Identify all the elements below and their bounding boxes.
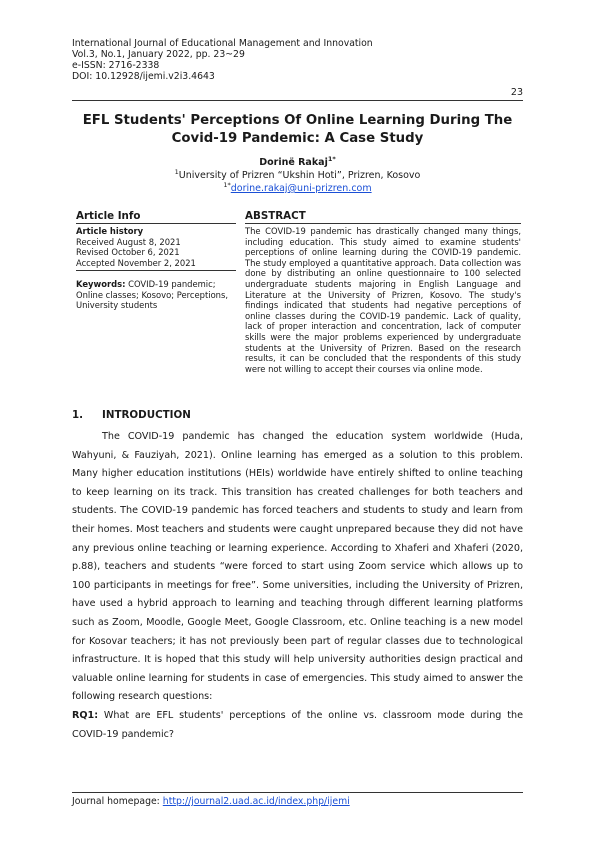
received-date: Received August 8, 2021 bbox=[76, 236, 181, 247]
email-line bbox=[72, 181, 523, 194]
rq-label: RQ1: bbox=[72, 709, 99, 721]
footer-rule bbox=[72, 792, 523, 793]
keywords-text: COVID-19 pandemic; Online classes; Kosovo; Perceptions, University students bbox=[76, 279, 229, 310]
journal-name: International Journal of Educational Management and Innovation bbox=[72, 38, 373, 49]
intro-paragraph: The COVID-19 pandemic has changed the education system worldwide (Huda, Wahyuni, & Fauziyah, 2021). Online learning has emerged as a solution to this problem. Many higher education institutions (HEIs) worldwide have entirely shifted to online teaching to keep learning on its track. This transition has created challenges for both teachers and students. The COVID-19 pandemic has forced teachers and students to study and learn from their homes. Most teachers and students were caught unprepared because they did not have any previous online teaching or learning experience. According to Xhaferi and Xhaferi (2020, p.88), teachers and students “were forced to start using Zoom service which allows up to 100 participants in meetings for free”. Some universities, including the University of Prizren, have used a hybrid approach to learning and teaching through different learning platforms such as Zoom, Moodle, Google Meet, Google Classroom, etc. Online teaching is a new model for Kosovar teachers; it has not previously been part of regular classes due to technological infrastructure. It is hoped that this study will help university authorities design practical and valuable online learning for students in case of emergencies. This study aimed to answer the following research questions: bbox=[72, 431, 523, 703]
abstract-heading: ABSTRACT bbox=[245, 210, 521, 224]
info-divider bbox=[76, 270, 236, 279]
affiliation: University of Prizren “Ukshin Hoti”, Prizren, Kosovo bbox=[178, 170, 421, 182]
article-info-column bbox=[76, 210, 236, 311]
author-line bbox=[72, 155, 523, 168]
author-name: Dorinë Rakaj bbox=[259, 157, 328, 169]
accepted-date: Accepted November 2, 2021 bbox=[76, 257, 196, 268]
keywords-label: Keywords: bbox=[76, 279, 126, 289]
section-number: 1. bbox=[72, 409, 84, 421]
section-title: INTRODUCTION bbox=[102, 409, 191, 421]
keywords-block bbox=[76, 279, 236, 311]
homepage-link[interactable]: http://journal2.uad.ac.id/index.php/ijemi bbox=[162, 796, 350, 807]
journal-volume: Vol.3, No.1, January 2022, pp. 23~29 bbox=[72, 49, 245, 60]
article-info-heading: Article Info bbox=[76, 210, 236, 224]
footer-label: Journal homepage: bbox=[72, 796, 160, 807]
paper-title: EFL Students' Perceptions Of Online Learning During The Covid-19 Pandemic: A Case Study bbox=[82, 113, 513, 146]
rq-text: What are EFL students' perceptions of the online vs. classroom mode during the COVID-19 pandemic? bbox=[72, 709, 523, 740]
section-body bbox=[72, 428, 523, 744]
journal-eissn: e-ISSN: 2716-2338 bbox=[72, 60, 160, 71]
affil-sup: 1 bbox=[174, 168, 179, 176]
email-sup: 1* bbox=[223, 181, 231, 189]
abstract-text: The COVID-19 pandemic has drastically changed many things, including education. This study aimed to examine students' perceptions of online learning during the COVID-19 pandemic. The study employed a quantitative approach. Data collection was done by distributing an online questionnaire to 100 selected undergraduate students majoring in English Language and Literature at the University of Prizren, Kosovo. The study's findings indicated that students had negative perceptions of online classes during the COVID-19 pandemic. Lack of quality, lack of proper interaction and concentration, lack of computer skills were the major problems experienced by undergraduate students at the University of Prizren. Based on the research results, it can be concluded that the respondents of this study were not willing to accept their courses via online mode. bbox=[245, 226, 521, 374]
section-heading bbox=[72, 409, 191, 421]
affiliation-line bbox=[72, 168, 523, 181]
footer bbox=[72, 796, 350, 807]
header-rule bbox=[72, 100, 523, 101]
author-sup: 1* bbox=[327, 155, 336, 163]
article-history-label: Article history bbox=[76, 226, 144, 236]
journal-doi: DOI: 10.12928/ijemi.v2i3.4643 bbox=[72, 71, 215, 82]
journal-header bbox=[72, 38, 512, 82]
page-number: 23 bbox=[510, 87, 523, 98]
abstract-column bbox=[245, 210, 521, 374]
revised-date: Revised October 6, 2021 bbox=[76, 247, 180, 257]
research-question bbox=[72, 707, 523, 744]
author-email-link[interactable]: dorine.rakaj@uni-prizren.com bbox=[230, 183, 372, 195]
